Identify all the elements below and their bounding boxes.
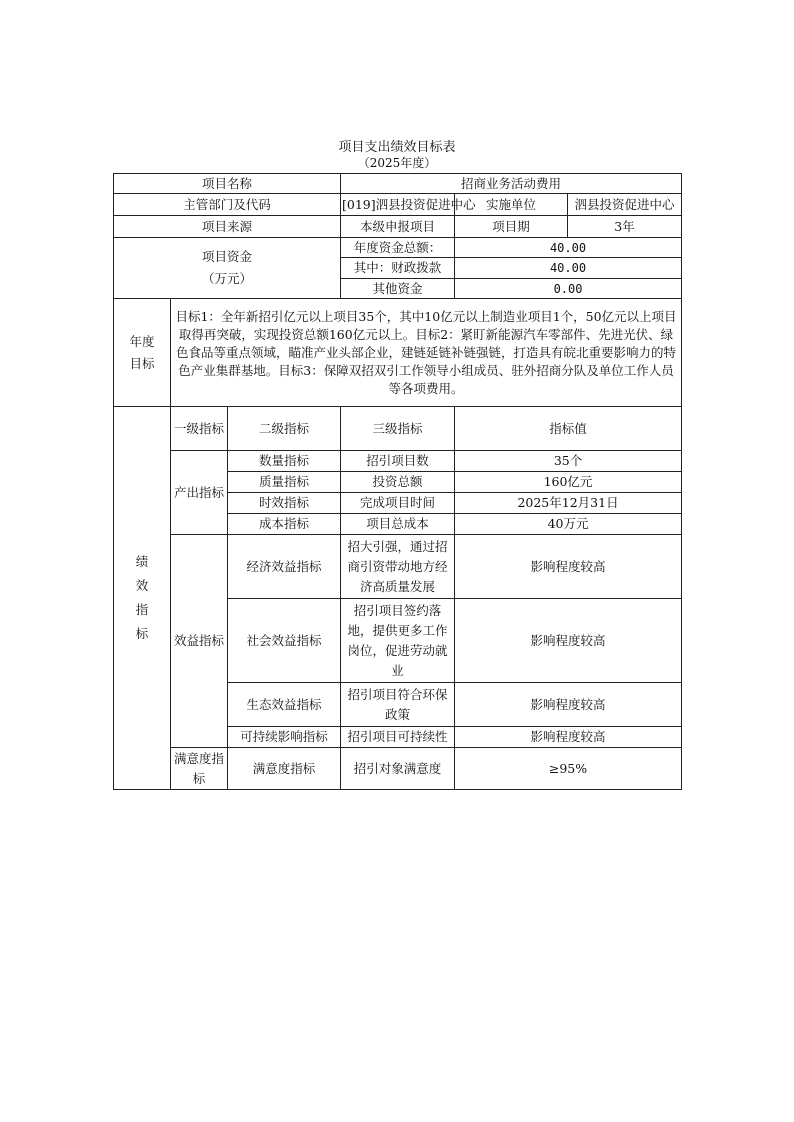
- output-level3: 项目总成本: [341, 514, 455, 535]
- benefit-value: 影响程度较高: [455, 683, 682, 727]
- output-value: 160亿元: [455, 472, 682, 493]
- benefit-value: 影响程度较高: [455, 535, 682, 599]
- row-indicator-header: [114, 407, 682, 451]
- annual-funds-value: 40.00: [455, 238, 682, 258]
- row-funds-annual: [114, 238, 682, 258]
- header-value: 指标值: [455, 407, 682, 451]
- annual-funds-label: 年度资金总额：: [341, 238, 455, 258]
- dept-label: 主管部门及代码: [114, 194, 341, 216]
- output-indicator-label: 产出指标: [171, 451, 228, 535]
- output-level3: 招引项目数: [341, 451, 455, 472]
- goal-label: [114, 299, 171, 407]
- period-value: 3年: [568, 216, 682, 238]
- benefit-level3: 招引项目签约落地，提供更多工作岗位，促进劳动就业: [341, 599, 455, 683]
- funds-label: [114, 238, 341, 299]
- benefit-level2: 可持续影响指标: [228, 727, 341, 748]
- row-benefit-1: [114, 535, 682, 599]
- satisfaction-level3: 招引对象满意度: [341, 748, 455, 790]
- indicator-section-char-1: 绩: [135, 554, 149, 569]
- project-name-label: 项目名称: [114, 174, 341, 194]
- output-level2: 数量指标: [228, 451, 341, 472]
- dept-value: [019]泗县投资促进中心: [341, 194, 455, 216]
- performance-table: [113, 173, 682, 790]
- header-level2: 二级指标: [228, 407, 341, 451]
- benefit-level3: 招引项目符合环保政策: [341, 683, 455, 727]
- funds-label-line2: （万元）: [202, 271, 253, 286]
- benefit-value: 影响程度较高: [455, 727, 682, 748]
- fiscal-funds-value: 40.00: [455, 258, 682, 279]
- benefit-indicator-label: 效益指标: [171, 535, 228, 748]
- fiscal-funds-label: 其中：财政拨款: [341, 258, 455, 279]
- row-source: [114, 216, 682, 238]
- impl-value: 泗县投资促进中心: [568, 194, 682, 216]
- year-label: （2025年度）: [357, 156, 437, 170]
- output-level2: 质量指标: [228, 472, 341, 493]
- row-department: [114, 194, 682, 216]
- goal-label-line1: 年度: [129, 333, 155, 349]
- goal-text: 目标1：全年新招引亿元以上项目35个，其中10亿元以上制造业项目1个，50亿元以上项目取得再突破，实现投资总额160亿元以上。目标2：紧盯新能源汽车零部件、先进光伏、绿色食品等重点领域，瞄准产业头部企业，建链延链补链强链，打造具有皖北重要影响力的特色产业集群基地。目标3：保障双招双引工作领导小组成员、驻外招商分队及单位工作人员等各项费用。: [171, 299, 682, 407]
- impl-label: 实施单位: [455, 194, 568, 216]
- row-project-name: [114, 174, 682, 194]
- row-output-1: [114, 451, 682, 472]
- indicator-section-char-3: 指: [135, 602, 149, 617]
- output-level3: 完成项目时间: [341, 493, 455, 514]
- page-title: 项目支出绩效目标表: [338, 140, 456, 155]
- indicator-section-label: [114, 407, 171, 790]
- output-level2: 成本指标: [228, 514, 341, 535]
- goal-label-line2: 目标: [129, 355, 155, 371]
- output-level3: 投资总额: [341, 472, 455, 493]
- source-value: 本级申报项目: [341, 216, 455, 238]
- header-level3: 三级指标: [341, 407, 455, 451]
- source-label: 项目来源: [114, 216, 341, 238]
- header-level1: 一级指标: [171, 407, 228, 451]
- period-label: 项目期: [455, 216, 568, 238]
- indicator-section-char-2: 效: [135, 578, 149, 593]
- row-annual-goal: [114, 299, 682, 407]
- satisfaction-value: ≥95%: [455, 748, 682, 790]
- funds-label-line1: 项目资金: [202, 249, 253, 264]
- output-value: 2025年12月31日: [455, 493, 682, 514]
- satisfaction-level2: 满意度指标: [228, 748, 341, 790]
- other-funds-value: 0.00: [455, 279, 682, 299]
- other-funds-label: 其他资金: [341, 279, 455, 299]
- output-value: 35个: [455, 451, 682, 472]
- indicator-section-char-4: 标: [135, 626, 149, 641]
- benefit-level2: 经济效益指标: [228, 535, 341, 599]
- project-name-value: 招商业务活动费用: [341, 174, 682, 194]
- output-level2: 时效指标: [228, 493, 341, 514]
- benefit-level2: 生态效益指标: [228, 683, 341, 727]
- benefit-level2: 社会效益指标: [228, 599, 341, 683]
- satisfaction-indicator-label: 满意度指标: [171, 748, 228, 790]
- output-value: 40万元: [455, 514, 682, 535]
- row-satisfaction: [114, 748, 682, 790]
- benefit-level3: 招引项目可持续性: [341, 727, 455, 748]
- benefit-value: 影响程度较高: [455, 599, 682, 683]
- benefit-level3: 招大引强，通过招商引资带动地方经济高质量发展: [341, 535, 455, 599]
